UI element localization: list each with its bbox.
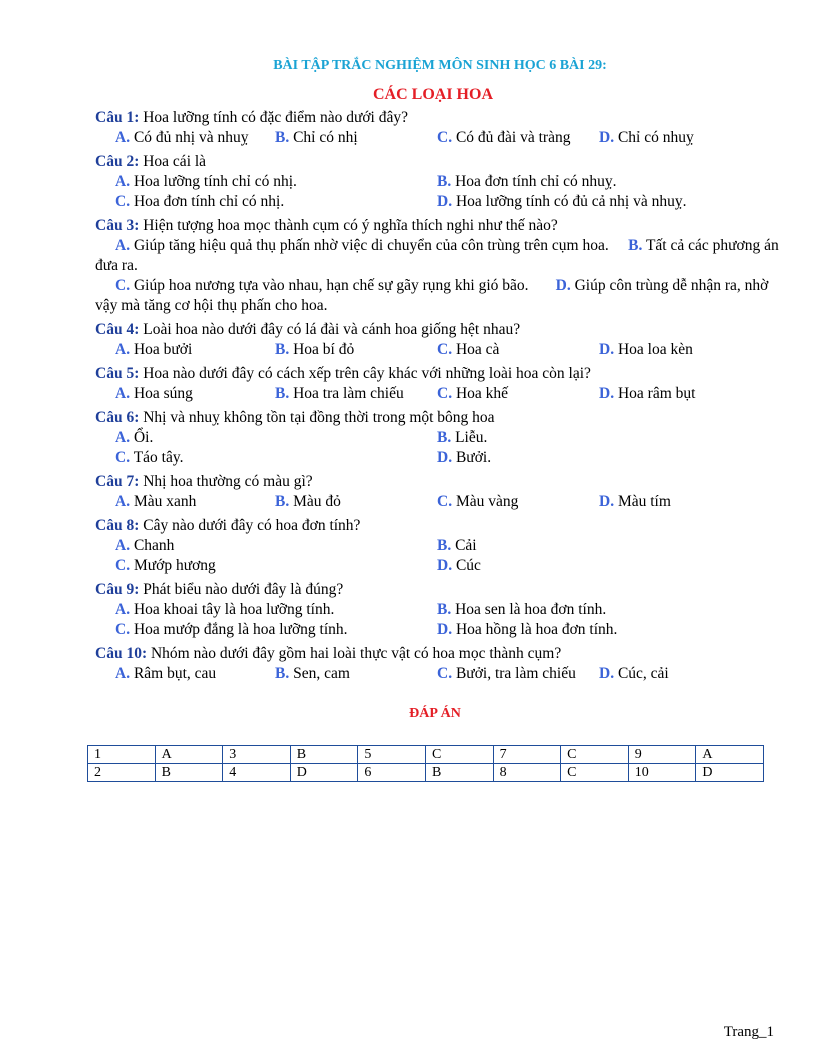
table-cell: 10 <box>628 764 696 782</box>
option-letter: A. <box>115 129 131 146</box>
question-label: Câu 10: <box>95 645 148 662</box>
option-2c <box>115 192 284 212</box>
option-letter: D. <box>555 277 571 294</box>
option-letter: A. <box>115 237 131 254</box>
option-letter: D. <box>599 665 615 682</box>
option-text: Hoa đơn tính chỉ có nhị. <box>133 193 285 210</box>
option-1c <box>437 128 570 148</box>
answer-key-table <box>87 745 764 782</box>
option-7b <box>275 492 341 512</box>
table-cell: C <box>425 746 493 764</box>
option-letter: C. <box>115 277 131 294</box>
question-text: Cây nào dưới đây có hoa đơn tính? <box>139 517 361 534</box>
table-cell: 6 <box>358 764 426 782</box>
option-text: Màu xanh <box>133 493 197 510</box>
option-letter: D. <box>437 449 453 466</box>
question-text: Loài hoa nào dưới đây có lá đài và cánh hoa giống hệt nhau? <box>139 321 521 338</box>
document-subtitle: CÁC LOẠI HOA <box>372 86 493 103</box>
option-text: Cải <box>455 537 477 554</box>
table-cell: 9 <box>628 746 696 764</box>
question-5 <box>95 364 591 384</box>
option-5b <box>275 384 404 404</box>
table-row <box>88 746 764 764</box>
option-10b <box>275 664 350 684</box>
option-3d-text: Giúp côn trùng dễ nhận ra, nhờ vậy mà tăng cơ hội thụ phấn cho hoa. <box>95 277 769 314</box>
option-letter: C. <box>437 341 453 358</box>
option-letter: A. <box>115 493 131 510</box>
option-text: Hoa đơn tính chỉ có nhuỵ. <box>455 173 617 190</box>
option-text: Táo tây. <box>133 449 184 466</box>
option-1d <box>599 128 694 148</box>
table-cell: B <box>425 764 493 782</box>
question-10 <box>95 644 561 664</box>
option-10c <box>437 664 576 684</box>
option-letter: B. <box>437 537 452 554</box>
option-2b <box>437 172 617 192</box>
option-text: Màu đỏ <box>293 493 341 510</box>
option-text: Hoa bí đỏ <box>293 341 355 358</box>
question-label: Câu 3: <box>95 217 140 234</box>
page-number: Trang_1 <box>723 1024 774 1040</box>
option-letter: C. <box>115 193 131 210</box>
option-text: Hoa bưởi <box>133 341 193 358</box>
option-5c <box>437 384 508 404</box>
option-text: Liễu. <box>455 429 488 446</box>
option-text: Hoa khoai tây là hoa lưỡng tính. <box>133 601 335 618</box>
question-4 <box>95 320 520 340</box>
table-cell: A <box>155 746 223 764</box>
table-cell: D <box>290 764 358 782</box>
question-2 <box>95 152 206 172</box>
option-letter: A. <box>115 385 131 402</box>
option-8c <box>115 556 216 576</box>
option-6a <box>115 428 153 448</box>
option-text: Cúc <box>455 557 481 574</box>
option-10d <box>599 664 669 684</box>
question-text: Hoa lưỡng tính có đặc điểm nào dưới đây? <box>139 109 408 126</box>
question-text: Nhị hoa thường có màu gì? <box>139 473 313 490</box>
question-text: Hoa nào dưới đây có cách xếp trên cây khác với những loài hoa còn lại? <box>139 365 591 382</box>
option-letter: B. <box>275 129 290 146</box>
table-cell: 8 <box>493 764 561 782</box>
question-label: Câu 2: <box>95 153 140 170</box>
option-8a <box>115 536 174 556</box>
option-letter: C. <box>115 557 131 574</box>
option-text: Hoa tra làm chiếu <box>293 385 404 402</box>
option-3a-text: Giúp tăng hiệu quả thụ phấn nhờ việc di chuyển của côn trùng trên cụm hoa. <box>133 237 609 254</box>
table-cell: C <box>561 746 629 764</box>
option-9b <box>437 600 606 620</box>
option-1b <box>275 128 358 148</box>
option-text: Màu vàng <box>455 493 519 510</box>
option-text: Bưởi. <box>455 449 492 466</box>
option-text: Hoa cà <box>455 341 500 358</box>
option-letter: B. <box>275 341 290 358</box>
option-3ab-paragraph <box>95 236 785 276</box>
question-1 <box>95 108 408 128</box>
option-letter: C. <box>115 621 131 638</box>
option-text: Cúc, cải <box>617 665 669 682</box>
answer-key-title: ĐÁP ÁN <box>409 706 461 721</box>
table-cell: 4 <box>223 764 291 782</box>
option-4b <box>275 340 354 360</box>
option-9d <box>437 620 617 640</box>
question-label: Câu 1: <box>95 109 140 126</box>
option-text: Có đủ đài và tràng <box>455 129 571 146</box>
question-label: Câu 9: <box>95 581 140 598</box>
option-letter: A. <box>115 341 131 358</box>
option-letter: A. <box>115 429 131 446</box>
option-letter: A. <box>115 537 131 554</box>
option-6b <box>437 428 487 448</box>
option-text: Chỉ có nhuỵ <box>617 129 694 146</box>
option-text: Hoa râm bụt <box>617 385 696 402</box>
question-9 <box>95 580 343 600</box>
option-letter: C. <box>437 665 453 682</box>
option-letter: A. <box>115 665 131 682</box>
question-text: Hoa cái là <box>139 153 207 170</box>
question-label: Câu 5: <box>95 365 140 382</box>
option-letter: D. <box>437 193 453 210</box>
option-text: Hoa súng <box>133 385 193 402</box>
question-6 <box>95 408 495 428</box>
table-cell: C <box>561 764 629 782</box>
option-7d <box>599 492 671 512</box>
document-title: BÀI TẬP TRẮC NGHIỆM MÔN SINH HỌC 6 BÀI 29: <box>273 58 607 73</box>
table-cell: B <box>290 746 358 764</box>
option-text: Bưởi, tra làm chiếu <box>455 665 576 682</box>
option-letter: C. <box>437 129 453 146</box>
table-cell: 2 <box>88 764 156 782</box>
option-letter: B. <box>275 665 290 682</box>
option-letter: B. <box>437 429 452 446</box>
question-text: Nhị và nhuỵ không tồn tại đồng thời trong một bông hoa <box>139 409 495 426</box>
option-text: Có đủ nhị và nhuỵ <box>133 129 249 146</box>
option-7c <box>437 492 518 512</box>
option-letter: C. <box>115 449 131 466</box>
option-1a <box>115 128 248 148</box>
option-3b-text: Tất cả các phương án đưa ra. <box>95 237 779 274</box>
option-letter: D. <box>437 557 453 574</box>
option-letter: B. <box>437 601 452 618</box>
table-cell: B <box>155 764 223 782</box>
question-7 <box>95 472 313 492</box>
question-label: Câu 4: <box>95 321 140 338</box>
question-label: Câu 8: <box>95 517 140 534</box>
option-9a <box>115 600 334 620</box>
option-8b <box>437 536 477 556</box>
option-text: Hoa lưỡng tính chỉ có nhị. <box>133 173 297 190</box>
table-cell: 3 <box>223 746 291 764</box>
option-text: Mướp hương <box>133 557 216 574</box>
option-letter: B. <box>628 237 643 254</box>
option-text: Ổi. <box>133 429 154 446</box>
option-text: Sen, cam <box>293 665 350 682</box>
question-label: Câu 6: <box>95 409 140 426</box>
option-8d <box>437 556 481 576</box>
option-4a <box>115 340 192 360</box>
option-text: Hoa lưỡng tính có đủ cả nhị và nhuỵ. <box>455 193 687 210</box>
option-10a <box>115 664 216 684</box>
option-4c <box>437 340 499 360</box>
option-2d <box>437 192 687 212</box>
option-3c-text: Giúp hoa nương tựa vào nhau, hạn chế sự gãy rụng khi gió bão. <box>133 277 529 294</box>
question-text: Phát biểu nào dưới đây là đúng? <box>139 581 344 598</box>
option-text: Râm bụt, cau <box>133 665 217 682</box>
option-text: Màu tím <box>617 493 671 510</box>
option-text: Chanh <box>133 537 175 554</box>
option-text: Hoa sen là hoa đơn tính. <box>455 601 607 618</box>
table-cell: D <box>696 764 764 782</box>
option-letter: D. <box>437 621 453 638</box>
option-text: Hoa loa kèn <box>617 341 693 358</box>
option-5a <box>115 384 193 404</box>
option-letter: C. <box>437 493 453 510</box>
option-letter: B. <box>275 493 290 510</box>
option-text: Hoa mướp đắng là hoa lưỡng tính. <box>133 621 348 638</box>
option-text: Hoa hồng là hoa đơn tính. <box>455 621 618 638</box>
question-text: Hiện tượng hoa mọc thành cụm có ý nghĩa thích nghi như thế nào? <box>139 217 558 234</box>
question-text: Nhóm nào dưới đây gồm hai loài thực vật có hoa mọc thành cụm? <box>147 645 562 662</box>
table-cell: 5 <box>358 746 426 764</box>
option-6c <box>115 448 183 468</box>
table-cell: A <box>696 746 764 764</box>
option-9c <box>115 620 348 640</box>
option-letter: D. <box>599 341 615 358</box>
option-letter: A. <box>115 601 131 618</box>
table-row <box>88 764 764 782</box>
option-6d <box>437 448 491 468</box>
question-3 <box>95 216 558 236</box>
option-7a <box>115 492 196 512</box>
option-letter: B. <box>275 385 290 402</box>
option-text: Chỉ có nhị <box>293 129 358 146</box>
option-4d <box>599 340 693 360</box>
option-text: Hoa khế <box>455 385 509 402</box>
table-cell: 1 <box>88 746 156 764</box>
table-cell: 7 <box>493 746 561 764</box>
option-2a <box>115 172 297 192</box>
option-letter: B. <box>437 173 452 190</box>
option-5d <box>599 384 695 404</box>
option-letter: A. <box>115 173 131 190</box>
option-letter: D. <box>599 129 615 146</box>
question-label: Câu 7: <box>95 473 140 490</box>
option-letter: C. <box>437 385 453 402</box>
option-3cd-paragraph <box>95 276 785 316</box>
option-letter: D. <box>599 493 615 510</box>
question-8 <box>95 516 360 536</box>
option-letter: D. <box>599 385 615 402</box>
